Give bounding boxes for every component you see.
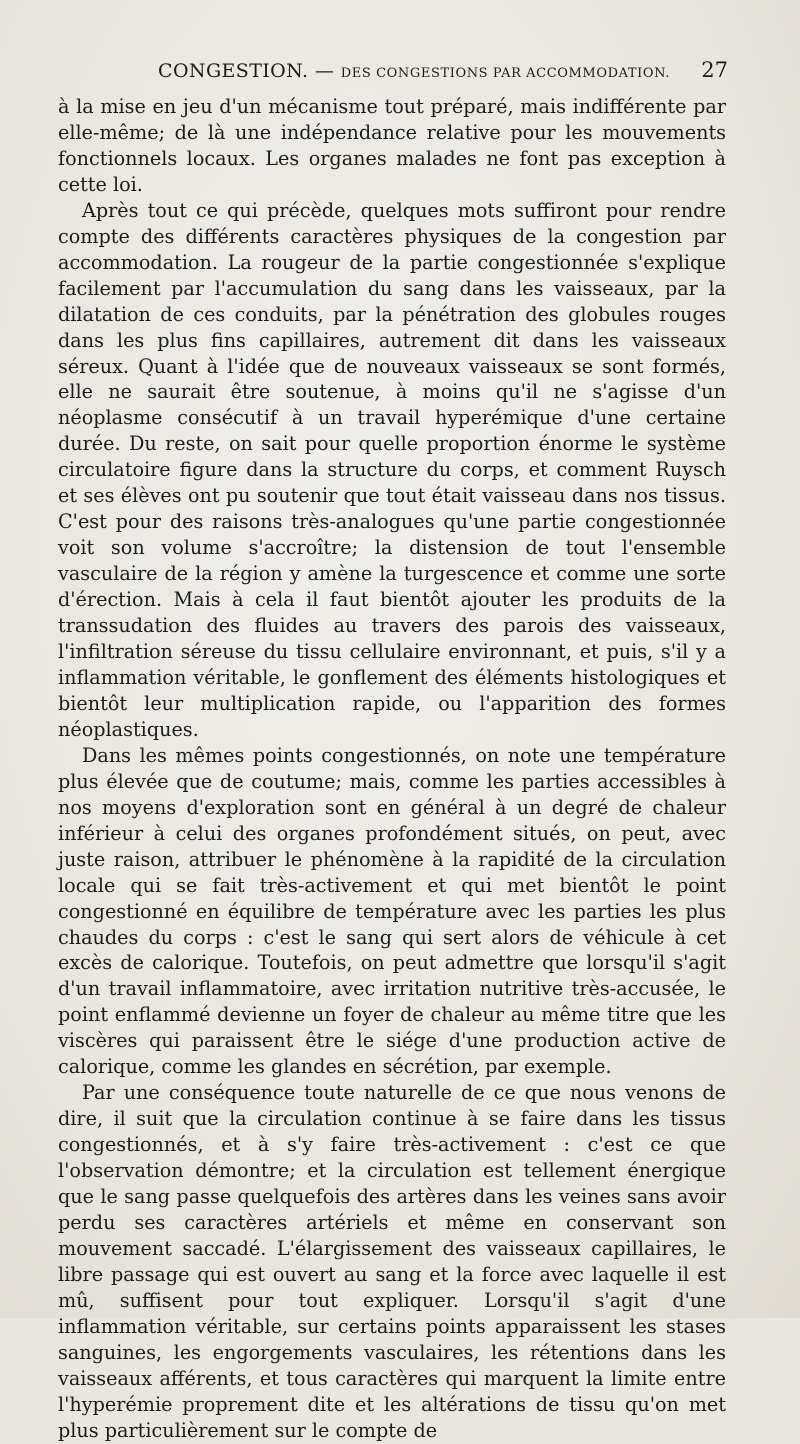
paragraph-1: à la mise en jeu d'un mécanisme tout préparé, mais indifférente par elle-même; de là une indépendance relative pour les mouvements fonctionnels locaux. Les organes malades ne font pas exception à cette loi. bbox=[58, 95, 726, 196]
page-number: 27 bbox=[701, 58, 728, 82]
header-title-sub: DES CONGESTIONS PAR ACCOMMODATION. bbox=[340, 66, 671, 81]
header-title-dash: — bbox=[314, 60, 335, 82]
running-title bbox=[158, 60, 670, 82]
header-title-main: CONGESTION. bbox=[158, 60, 309, 82]
body-text bbox=[58, 94, 726, 1444]
paragraph-3: Dans les mêmes points congestionnés, on note une température plus élevée que de coutume; mais, comme les parties accessibles à nos moyens d'exploration sont en général à un degré de chaleur inférieur à celui des organes profondément situés, on peut, avec juste raison, attribuer le phénomène à la rapidité de la circulation locale qui se fait très-activement et qui met bientôt le point congestionné en équilibre de température avec les parties les plus chaudes du corps : c'est le sang qui sert alors de véhicule à cet excès de calorique. Toutefois, on peut admettre que lorsqu'il s'agit d'un travail inflammatoire, avec irritation nutritive très-accusée, le point enflammé devienne un foyer de chaleur au même titre que les viscères qui paraissent être le siége d'une production active de calorique, comme les glandes en sécrétion, par exemple. bbox=[58, 743, 726, 1079]
paragraph-2: Après tout ce qui précède, quelques mots suffiront pour rendre compte des différents caractères physiques de la congestion par accommodation. La rougeur de la partie congestionnée s'explique facilement par l'accumulation du sang dans les vaisseaux, par la dilatation de ces conduits, par la pénétration des globules rouges dans les plus fins capillaires, autrement dit dans les vaisseaux séreux. Quant à l'idée que de nouveaux vaisseaux se sont formés, elle ne saurait être soutenue, à moins qu'il ne s'agisse d'un néoplasme consécutif à un travail hyperémique d'une certaine durée. Du reste, on sait pour quelle proportion énorme le système circulatoire figure dans la structure du corps, et comment Ruysch et ses élèves ont pu soutenir que tout était vaisseau dans nos tissus. C'est pour des raisons très-analogues qu'une partie congestionnée voit son volume s'accroître; la distension de tout l'ensemble vasculaire de la région y amène la turgescence et comme une sorte d'érection. Mais à cela il faut bientôt ajouter les produits de la transsudation des fluides au travers des parois des vaisseaux, l'infiltration séreuse du tissu cellulaire environnant, et puis, s'il y a inflammation véritable, le gonflement des éléments histologiques et bientôt leur multiplication rapide, ou l'apparition des formes néoplastiques. bbox=[58, 198, 726, 741]
bleed-through-text bbox=[150, 18, 710, 58]
paragraph-4: Par une conséquence toute naturelle de ce que nous venons de dire, il suit que la circulation continue à se faire dans les tissus congestionnés, et à s'y faire très-activement : c'est ce que l'observation démontre; et la circulation est tellement énergique que le sang passe quelquefois des artères dans les veines sans avoir perdu ses caractères artériels et même en conservant son mouvement saccadé. L'élargissement des vaisseaux capillaires, le libre passage qui est ouvert au sang et la force avec laquelle il est mû, suffisent pour tout expliquer. Lorsqu'il s'agit d'une inflammation véritable, sur certains points apparaissent les stases sanguines, les engorgements vasculaires, les rétentions dans les vaisseaux afférents, et tous caractères qui marquent la limite entre l'hyperémie proprement dite et les altérations de tissu qu'on met plus particulièrement sur le compte de bbox=[58, 1081, 726, 1442]
running-header bbox=[58, 58, 728, 88]
